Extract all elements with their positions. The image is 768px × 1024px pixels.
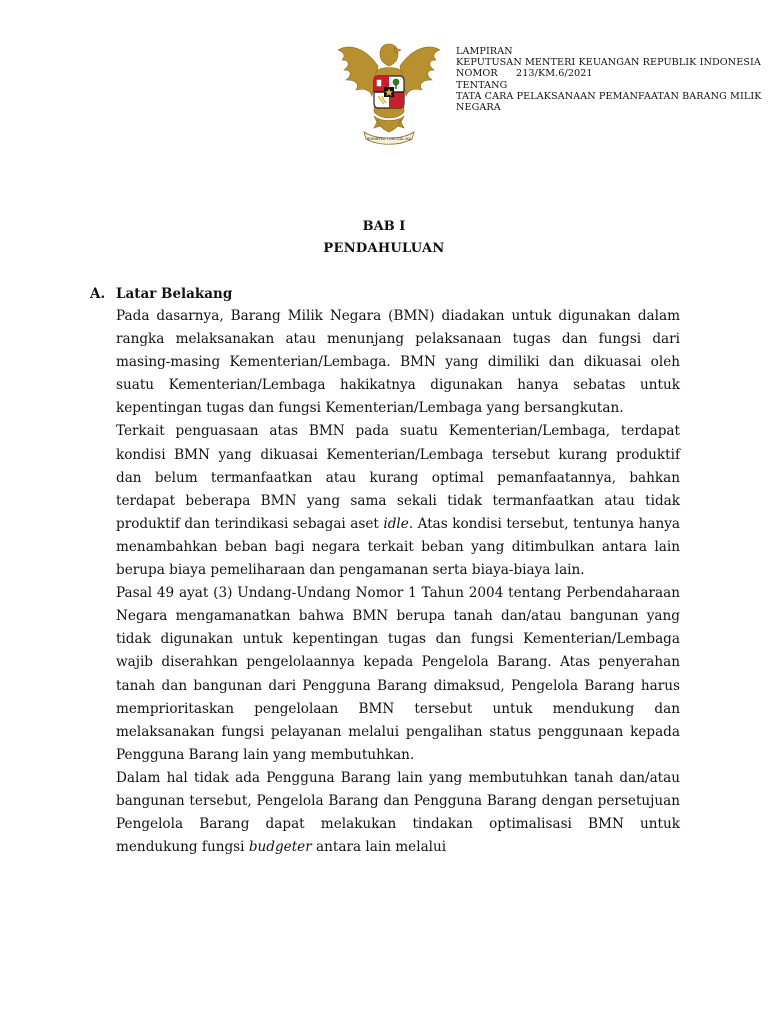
- paragraph-3: Pasal 49 ayat (3) Undang-Undang Nomor 1 Tahun 2004 tentang Perbendaharaan Negara mengamanatkan bahwa BMN berupa tanah dan/atau bangunan yang tidak digunakan untuk kepentingan tugas dan fungsi Kementerian/Lembaga wajib diserahkan pengelolaannya kepada Pengelola Barang. Atas penyerahan tanah dan bangunan dari Pengguna Barang dimaksud, Pengelola Barang harus memprioritaskan pengelolaan BMN tersebut untuk mendukung dan melaksanakan fungsi pelayanan melalui pengalihan status penggunaan kepada Pengguna Barang lain yang membutuhkan.: [116, 585, 680, 763]
- section-letter: A.: [90, 286, 106, 302]
- nomor-value: 213/KM.6/2021: [516, 68, 593, 80]
- paragraph-2-italic: idle: [383, 515, 409, 532]
- paragraph-2-part-1: Terkait penguasaan atas BMN pada suatu Kementerian/Lembaga, terdapat kondisi BMN yang dikuasai Kementerian/Lembaga tersebut kurang produktif dan belum termanfaatkan atau kurang optimal pemanfaatannya, bahkan terdapat beberapa BMN yang sama sekali tidak termanfaatkan atau tidak produktif dan terindikasi sebagai aset: [116, 423, 680, 532]
- header-line-lampiran: LAMPIRAN: [456, 46, 513, 57]
- header-line-subject: TATA CARA PELAKSANAAN PEMANFAATAN BARANG MILIK: [456, 90, 762, 102]
- paragraph-4: [116, 767, 680, 859]
- section-title: Latar Belakang: [116, 286, 233, 302]
- paragraph-4-italic: budgeter: [248, 839, 312, 856]
- paragraph-2-part-2: . Atas kondisi tersebut, tentunya hanya menambahkan beban bagi negara terkait beban yang ditimbulkan antara lain berupa biaya pemeliharaan dan pengamanan serta biaya-biaya lain.: [116, 515, 680, 579]
- chapter-title: PENDAHULUAN: [323, 241, 445, 256]
- header-line-keputusan: KEPUTUSAN MENTERI KEUANGAN REPUBLIK INDONESIA: [456, 57, 761, 69]
- paragraph-4-part-1: Dalam hal tidak ada Pengguna Barang lain yang membutuhkan tanah dan/atau bangunan tersebut, Pengelola Barang dan Pengguna Barang dengan persetujuan Pengelola Barang dapat melakukan tindakan optimalisasi BMN untuk mendukung fungsi: [116, 769, 680, 856]
- nomor-label: NOMOR: [456, 68, 498, 80]
- paragraph-2: [116, 420, 680, 582]
- header-line-tentang: TENTANG: [456, 79, 508, 91]
- header-line-subject-cont: NEGARA: [456, 102, 501, 114]
- section-heading: [90, 286, 232, 302]
- motto-ribbon-text: BHINNEKA TUNGGAL IKA: [366, 137, 412, 141]
- paragraph-4-part-2: antara lain melalui: [311, 839, 447, 856]
- paragraph-1: Pada dasarnya, Barang Milik Negara (BMN) diadakan untuk digunakan dalam rangka melaksanakan atau menunjang pelaksanaan tugas dan fungsi dari masing-masing Kementerian/Lembaga. BMN yang dimiliki dan dikuasai oleh suatu Kementerian/Lembaga hakikatnya digunakan hanya sebatas untuk kepentingan tugas dan fungsi Kementerian/Lembaga yang bersangkutan.: [116, 308, 680, 417]
- body-text: [116, 305, 680, 859]
- lampiran-header: [456, 46, 762, 114]
- garuda-pancasila-emblem-icon: [334, 36, 444, 148]
- header-line-nomor: [456, 68, 756, 79]
- chapter-number: BAB I: [362, 219, 406, 234]
